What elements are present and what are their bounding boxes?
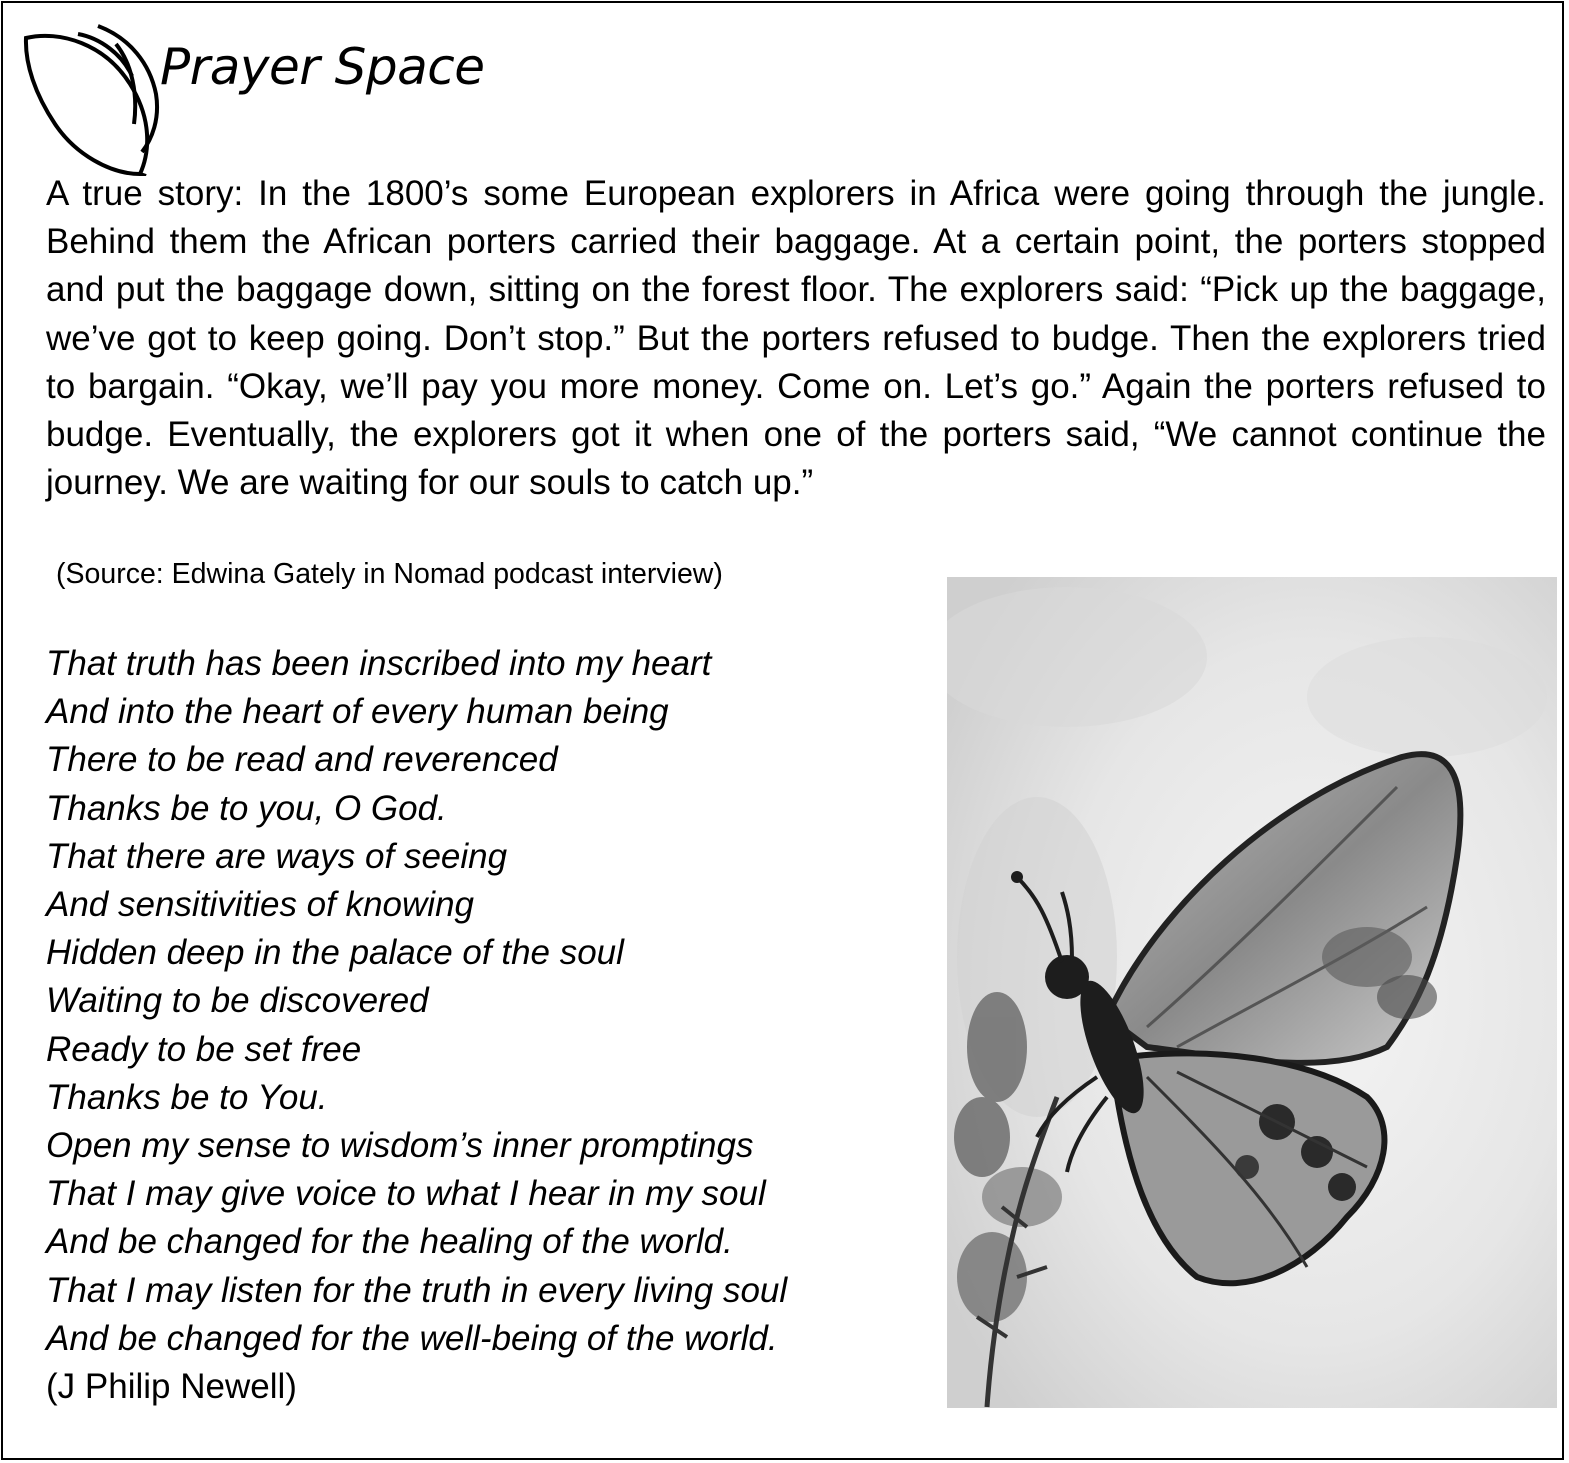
header (20, 14, 720, 174)
poem-line: Hidden deep in the palace of the soul (46, 933, 624, 973)
poem-line: That I may listen for the truth in every living soul (46, 1270, 788, 1310)
poem-line: And be changed for the healing of the world. (46, 1222, 733, 1262)
poem-line: And into the heart of every human being (46, 692, 669, 732)
butterfly-icon (947, 577, 1557, 1408)
poem-line: Thanks be to You. (46, 1077, 328, 1117)
poem (46, 640, 926, 1363)
poem-line: Waiting to be discovered (46, 981, 429, 1021)
poem-line: That there are ways of seeing (46, 836, 508, 876)
poem-line: Ready to be set free (46, 1029, 362, 1069)
poem-line: And be changed for the well-being of the world. (46, 1318, 778, 1358)
story-paragraph: A true story: In the 1800’s some European explorers in Africa were going through the jungle. Behind them the African porters carried their baggage. At a certain point, the porters stopped and put the baggage down, sitting on the forest floor. The explorers said: “Pick up the baggage, we’ve got to keep going. Don’t stop.” But the porters refused to budge. Then the explorers tried to bargain. “Okay, we’ll pay you more money. Come on. Let’s go.” Again the porters refused to budge. Eventually, the explorers got it when one of the porters said, “We cannot continue the journey. We are waiting for our souls to catch up.” (46, 174, 1546, 503)
poem-line: And sensitivities of knowing (46, 885, 474, 925)
poem-line: That truth has been inscribed into my heart (46, 644, 712, 683)
page-title: Prayer Space (160, 38, 485, 96)
butterfly-illustration (947, 577, 1557, 1408)
poem-line: Open my sense to wisdom’s inner promptings (46, 1126, 754, 1166)
poem-line: There to be read and reverenced (46, 740, 558, 780)
poem-line: Thanks be to you, O God. (46, 788, 447, 828)
story-source: (Source: Edwina Gately in Nomad podcast interview) (56, 558, 723, 590)
leaf-icon (20, 24, 180, 176)
poem-line: That I may give voice to what I hear in my soul (46, 1174, 766, 1214)
poem-attribution: (J Philip Newell) (46, 1367, 297, 1406)
